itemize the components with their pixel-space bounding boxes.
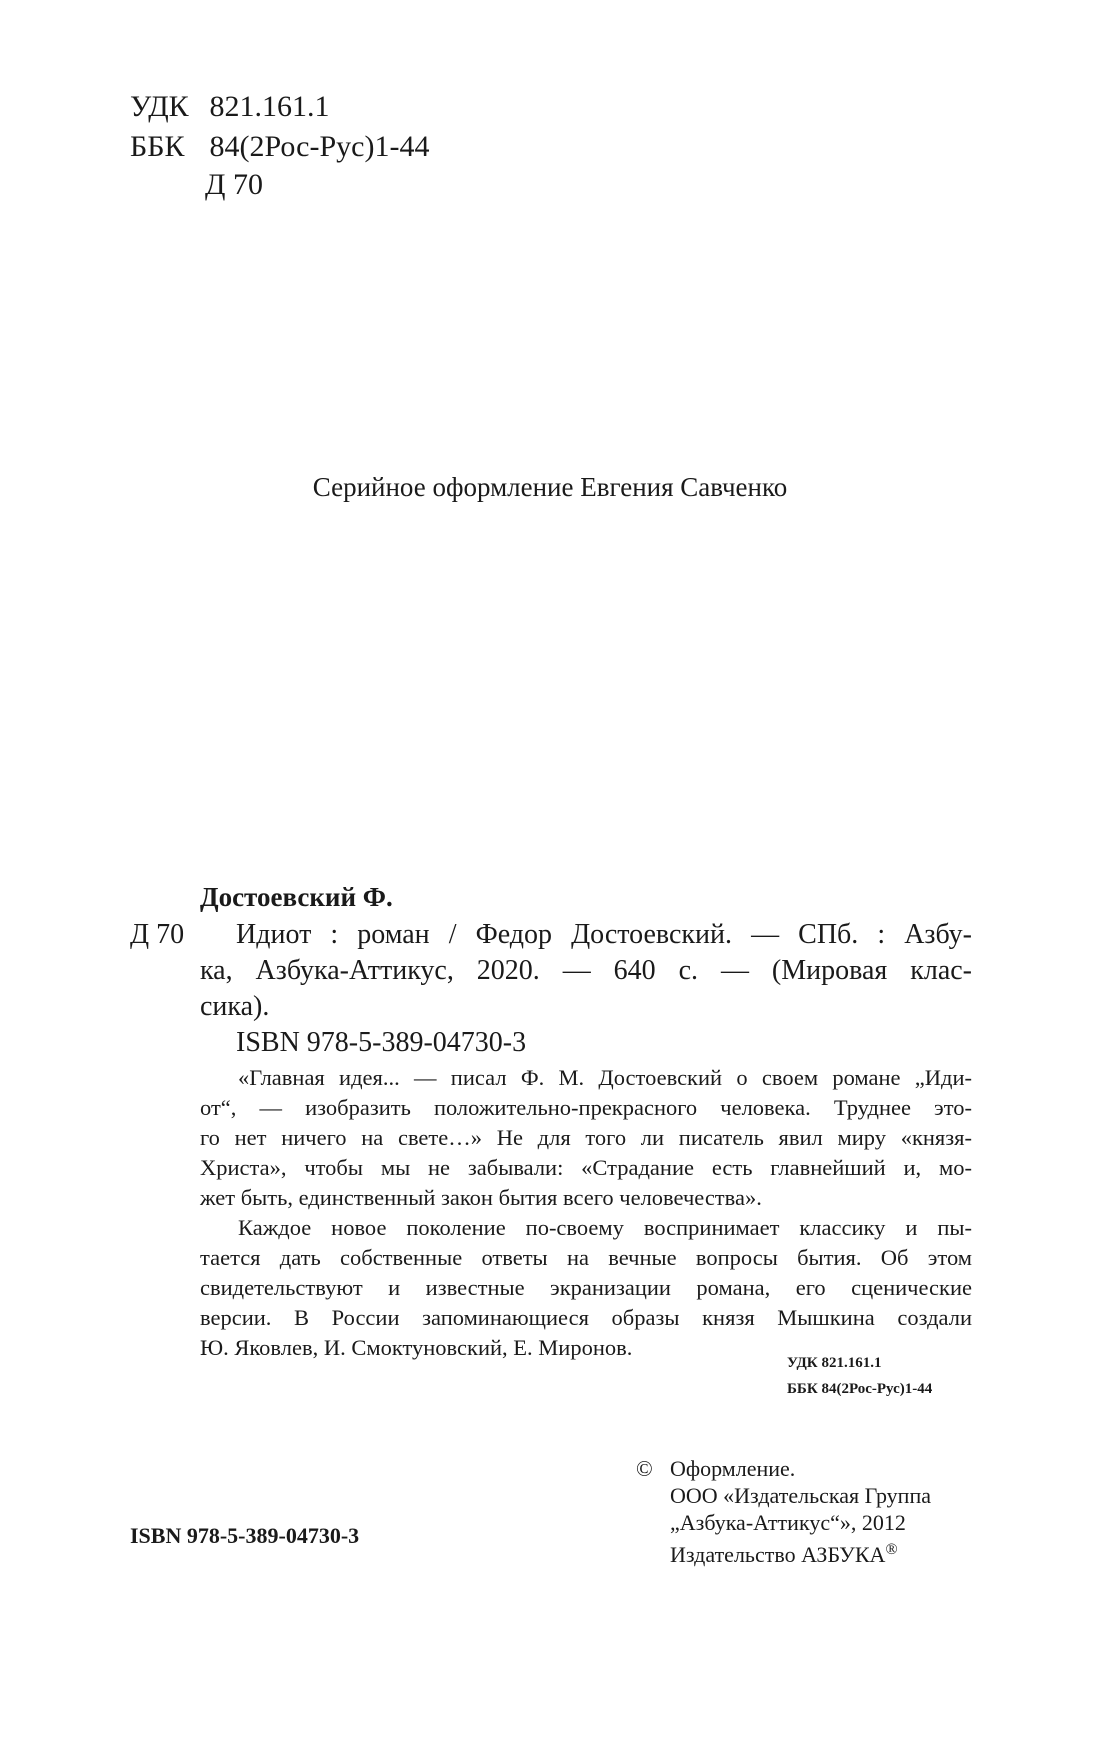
annotation-line: тается дать собственные ответы на вечные вопросы бытия. Об этом [200,1245,972,1270]
bbk-value: 84(2Рос-Рус)1-44 [209,130,430,163]
bbk-label: ББК [130,130,185,163]
isbn-bottom: ISBN 978-5-389-04730-3 [130,1523,360,1548]
copyright-line [636,1536,931,1568]
annotation-paragraph [200,1213,972,1363]
annotation-line: го нет ничего на свете…» Не для того ли писатель явил миру «князя- [200,1125,972,1150]
copyright-line-4: Издательство АЗБУКА [670,1542,886,1567]
bibliographic-description [200,917,972,1025]
annotation-line: свидетельствуют и известные экранизации романа, его сценические [200,1275,972,1300]
annotation-paragraph [200,1063,972,1213]
card-author-mark: Д 70 [130,919,185,950]
copyright-line-3: „Азбука-Аттикус“», 2012 [670,1510,906,1535]
registered-mark: ® [885,1541,898,1558]
description-line: сика). [200,991,270,1022]
annotation-line: Ю. Яковлев, И. Смоктуновский, Е. Миронов. [200,1335,633,1360]
card-isbn: ISBN 978-5-389-04730-3 [236,1027,527,1058]
author-mark: Д 70 [205,168,263,201]
copyright-line [636,1455,931,1482]
copyright-symbol: © [636,1456,653,1481]
description-line: ка, Азбука-Аттикус, 2020. — 640 с. — (Мировая клас- [200,955,972,986]
card-classification-codes [787,1350,932,1402]
series-design-credit: Серийное оформление Евгения Савченко [312,472,788,502]
annotation-line: жет быть, единственный закон бытия всего человечества». [200,1185,762,1210]
udk-small: УДК 821.161.1 [787,1355,882,1371]
udk-code [130,88,330,126]
bbk-code [130,128,429,166]
card-author: Достоевский Ф. [200,882,393,912]
udk-value: 821.161.1 [209,90,330,123]
copyright-line-2: ООО «Издательская Группа [670,1483,931,1508]
annotation-line: «Главная идея... — писал Ф. М. Достоевский о своем романе „Иди- [238,1065,972,1090]
annotation-line: от“, — изобразить положительно-прекрасного человека. Труднее это- [200,1095,972,1120]
copyright-notice [636,1455,931,1568]
bbk-small: ББК 84(2Рос-Рус)1-44 [787,1381,933,1397]
annotation [200,1063,972,1363]
udk-label: УДК [130,90,189,123]
annotation-line: Христа», чтобы мы не забывали: «Страдание есть главнейший и, мо- [200,1155,972,1180]
annotation-line: версии. В России запоминающиеся образы князя Мышкина создали [200,1305,972,1330]
description-line: Идиот : роман / Федор Достоевский. — СПб. : Азбу- [236,919,972,950]
copyright-line-1: Оформление. [670,1456,796,1481]
annotation-line: Каждое новое поколение по-своему воспринимает классику и пы- [238,1215,972,1240]
